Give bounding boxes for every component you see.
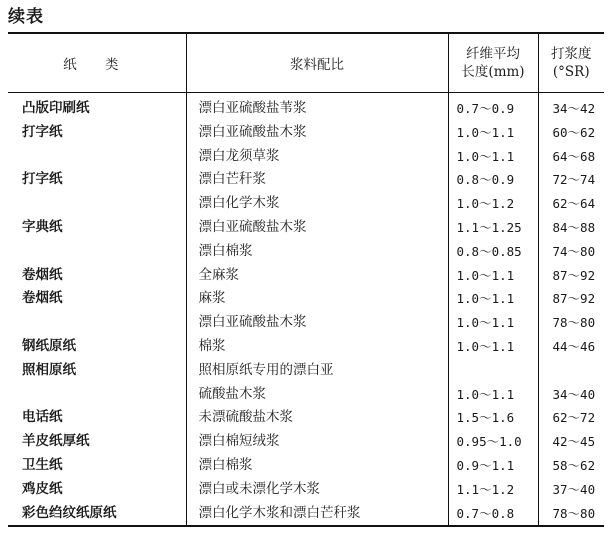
cell-pulp-ratio: 漂白芒秆浆	[186, 168, 448, 192]
cell-beating-degree: 34～42	[538, 93, 604, 121]
cell-pulp-ratio: 漂白棉浆	[186, 240, 448, 264]
cell-paper-type: 鸡皮纸	[22, 480, 63, 497]
table-header-row	[8, 33, 604, 93]
table-row	[8, 383, 604, 407]
cell-pulp-ratio: 漂白亚硫酸盐木浆	[186, 216, 448, 240]
paper-pulp-table	[8, 32, 604, 527]
cell-fiber-length: 1.0～1.1	[448, 311, 538, 335]
cell-pulp-ratio: 漂白化学木浆和漂白芒秆浆	[186, 502, 448, 527]
cell-fiber-length: 1.0～1.1	[448, 145, 538, 169]
header-beating-degree-line1: 打浆度	[551, 46, 592, 62]
table-row	[8, 264, 604, 288]
cell-pulp-ratio: 漂白或未漂化学木浆	[186, 478, 448, 502]
cell-fiber-length: 0.7～0.9	[448, 93, 538, 121]
table-row	[8, 121, 604, 145]
table-row	[8, 145, 604, 169]
cell-pulp-ratio: 棉浆	[186, 335, 448, 359]
cell-beating-degree: 78～80	[538, 311, 604, 335]
cell-fiber-length: 1.0～1.1	[448, 121, 538, 145]
cell-paper-type: 卫生纸	[22, 456, 63, 473]
cell-paper-type: 字典纸	[22, 218, 63, 235]
cell-fiber-length	[448, 359, 538, 383]
header-fiber-length-line2: 长度(mm)	[461, 64, 525, 80]
table-row	[8, 240, 604, 264]
table-row	[8, 454, 604, 478]
cell-beating-degree: 44～46	[538, 335, 604, 359]
cell-beating-degree: 60～62	[538, 121, 604, 145]
table-row	[8, 406, 604, 430]
table-row	[8, 335, 604, 359]
cell-fiber-length: 1.0～1.2	[448, 192, 538, 216]
cell-fiber-length: 0.9～1.1	[448, 454, 538, 478]
cell-paper-type: 彩色绉纹纸原纸	[8, 502, 186, 527]
cell-beating-degree: 87～92	[538, 264, 604, 288]
cell-fiber-length: 1.0～1.1	[448, 287, 538, 311]
cell-paper-type	[8, 383, 186, 407]
table-row	[8, 430, 604, 454]
cell-pulp-ratio: 漂白化学木浆	[186, 192, 448, 216]
cell-pulp-ratio: 漂白亚硫酸盐木浆	[186, 311, 448, 335]
table-row	[8, 168, 604, 192]
table-row	[8, 287, 604, 311]
table-body	[8, 93, 604, 527]
cell-fiber-length: 0.8～0.9	[448, 168, 538, 192]
cell-pulp-ratio: 麻浆	[186, 287, 448, 311]
cell-beating-degree: 37～40	[538, 478, 604, 502]
cell-fiber-length: 0.7～0.8	[448, 502, 538, 527]
cell-fiber-length: 1.1～1.2	[448, 478, 538, 502]
cell-pulp-ratio: 硫酸盐木浆	[186, 383, 448, 407]
cell-paper-type: 打字纸	[22, 123, 63, 140]
cell-beating-degree: 74～80	[538, 240, 604, 264]
header-fiber-length-line1: 纤维平均	[466, 46, 520, 62]
cell-paper-type	[8, 311, 186, 335]
cell-beating-degree: 62～64	[538, 192, 604, 216]
cell-pulp-ratio: 全麻浆	[186, 264, 448, 288]
cell-fiber-length: 1.1～1.25	[448, 216, 538, 240]
table-row	[8, 359, 604, 383]
cell-pulp-ratio: 漂白亚硫酸盐苇浆	[186, 93, 448, 121]
cell-beating-degree: 87～92	[538, 287, 604, 311]
cell-beating-degree: 84～88	[538, 216, 604, 240]
header-beating-degree-line2: (°SR)	[552, 64, 590, 80]
cell-beating-degree: 58～62	[538, 454, 604, 478]
cell-beating-degree: 42～45	[538, 430, 604, 454]
cell-pulp-ratio: 漂白棉浆	[186, 454, 448, 478]
cell-pulp-ratio: 照相原纸专用的漂白亚	[186, 359, 448, 383]
cell-pulp-ratio: 漂白亚硫酸盐木浆	[186, 121, 448, 145]
cell-paper-type	[8, 145, 186, 169]
cell-fiber-length: 1.0～1.1	[448, 335, 538, 359]
cell-paper-type: 凸版印刷纸	[22, 100, 90, 116]
cell-beating-degree: 34～40	[538, 383, 604, 407]
cell-fiber-length: 0.95～1.0	[448, 430, 538, 454]
cell-fiber-length: 1.0～1.1	[448, 383, 538, 407]
cell-paper-type: 打字纸	[22, 171, 63, 188]
cell-pulp-ratio: 漂白棉短绒浆	[186, 430, 448, 454]
table-row	[8, 216, 604, 240]
cell-fiber-length: 1.5～1.6	[448, 406, 538, 430]
cell-paper-type	[8, 192, 186, 216]
table-row	[8, 93, 604, 121]
cell-paper-type: 羊皮纸厚纸	[22, 433, 90, 450]
table-row	[8, 311, 604, 335]
cell-pulp-ratio: 漂白龙须草浆	[186, 145, 448, 169]
cell-beating-degree: 62～72	[538, 406, 604, 430]
cell-beating-degree: 78～80	[538, 502, 604, 527]
header-paper-type: 纸 类	[8, 33, 186, 93]
header-fiber-length	[448, 33, 538, 93]
table-caption: 续表	[8, 7, 44, 27]
cell-fiber-length: 0.8～0.85	[448, 240, 538, 264]
cell-paper-type: 卷烟纸	[22, 290, 63, 307]
table-row	[8, 502, 604, 527]
cell-pulp-ratio: 未漂硫酸盐木浆	[186, 406, 448, 430]
cell-paper-type: 钢纸原纸	[22, 337, 76, 354]
cell-paper-type: 照相原纸	[22, 361, 76, 378]
cell-beating-degree: 64～68	[538, 145, 604, 169]
table-row	[8, 478, 604, 502]
cell-beating-degree	[538, 359, 604, 383]
cell-beating-degree: 72～74	[538, 168, 604, 192]
table-row	[8, 192, 604, 216]
cell-paper-type: 卷烟纸	[22, 266, 63, 283]
header-beating-degree	[538, 33, 604, 93]
cell-fiber-length: 1.0～1.1	[448, 264, 538, 288]
cell-paper-type	[8, 240, 186, 264]
cell-paper-type: 电话纸	[22, 409, 63, 426]
header-pulp-ratio: 浆料配比	[186, 33, 448, 93]
